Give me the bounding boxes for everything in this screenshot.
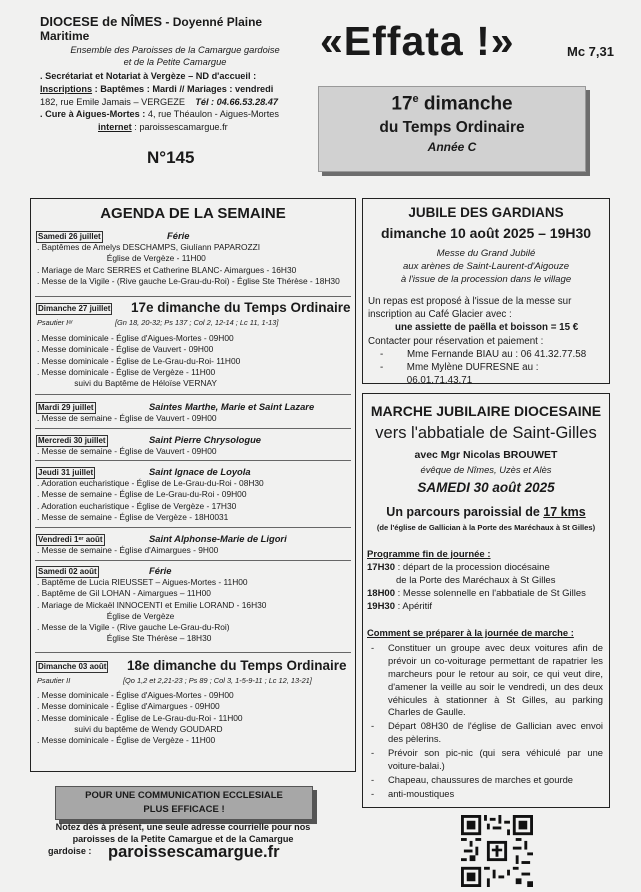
day-label: Mercredi 30 juillet <box>38 436 106 445</box>
communication-gardoise: gardoise : <box>48 846 92 856</box>
prep-item: - anti-moustiques <box>371 787 455 799</box>
marche-bishop: avec Mgr Nicolas BROUWET <box>414 449 558 461</box>
prep-item: - Constituer un groupe avec deux voitures afin de prévoir un co-voiturage permettant de rapatrier les marcheurs pour le retour au soir, ce qui veut dire, d'amener la veille au soir le vendredi, un des deux véhicules à stationner à St Gilles, au parking Charles de Gaulle. <box>371 641 603 718</box>
agenda-line: . Messe de semaine - Église de Vergèze - 18H0031 <box>37 511 229 522</box>
agenda-line: . Messe dominicale - Église d'Aigues-Mortes - 09H00 <box>37 690 234 700</box>
phone-number: Tél : 04.66.53.28.47 <box>195 96 278 107</box>
jubile-date: dimanche 10 août 2025 – 19H30 <box>380 225 592 241</box>
agenda-line: . Messe de semaine - Église de Vauvert - 09H00 <box>37 413 217 423</box>
agenda-line: . Mariage de Marc SERRES et Catherine BLANC- Aimargues - 16H30 <box>37 264 297 275</box>
gospel-reference: Mc 7,31 <box>567 44 614 59</box>
doyenne-name: - Doyenné Plaine Maritime <box>40 15 263 43</box>
marche-section <box>362 393 610 808</box>
psautier-label: Psautier Iᵉʳ <box>37 318 73 327</box>
agenda-line: . Messe de la Vigile - (Rive gauche Le-Grau-du-Roi) <box>37 622 230 633</box>
banner-line-1: POUR UNE COMMUNICATION ECCLESIALE <box>85 790 283 801</box>
ensemble-line-1: Ensemble des Paroisses de la Camargue gardoise <box>70 45 280 55</box>
divider <box>35 296 351 297</box>
agenda-day-lines <box>37 545 351 556</box>
ensemble-paroisses <box>40 44 310 68</box>
jubile-section <box>362 198 610 387</box>
programme-item: 18H00 : Messe solennelle en l'abbatiale de St Gilles <box>367 588 586 599</box>
feast-label: Saintes Marthe, Marie et Saint Lazare <box>149 401 315 412</box>
agenda-line: . Messe dominicale - Église de Vergèze - 11H00 <box>37 366 216 377</box>
agenda-line: . Mariage de Mickaël INNOCENTI et Emilie LORAND - 16H30 <box>37 599 267 610</box>
psautier-label: Psautier II <box>37 676 71 685</box>
agenda-day-lines <box>37 333 351 389</box>
messe-line: aux arènes de Saint-Laurent-d'Aigouze <box>402 261 570 272</box>
agenda-line: . Messe de semaine - Église de Vauvert - 09H00 <box>37 446 217 456</box>
agenda-line: . Messe dominicale - Église de Le-Grau-du-Roi - 11H00 <box>37 712 243 723</box>
agenda-line: . Messe dominicale - Église de Vergèze - 11H00 <box>37 735 216 746</box>
parcours-line: Un parcours paroissial de 17 kms <box>386 505 586 519</box>
parcours-subline: (de l'église de Gallician à la Porte des Maréchaux à St Gilles) <box>376 523 596 532</box>
programme <box>367 548 605 613</box>
repas-line: inscription au Café Glacier avec : <box>368 309 512 321</box>
qr-code-icon[interactable] <box>461 815 533 887</box>
agenda-day-lines <box>37 690 351 746</box>
secretariat-address: 182, rue Emile Jamais – VERGEZE <box>40 96 186 107</box>
sunday-title: 17e dimanche <box>391 93 513 115</box>
sunday-subtitle: du Temps Ordinaire <box>379 119 525 137</box>
divider <box>35 652 351 653</box>
cure-address: 4, rue Théaulon - Aigues-Mortes <box>145 109 279 120</box>
contact-item: - Mme Fernande BIAU au : 06 41.32.77.58 <box>380 348 587 360</box>
agenda-line: . Messe dominicale - Église d'Aigues-Mortes - 09H00 <box>37 333 234 343</box>
prep-item: - Prévoir son pic-nic (qui sera véhiculé par une voiture-balai.) <box>371 747 603 772</box>
feast-label: Saint Pierre Chrysologue <box>149 434 262 445</box>
contact-item: - Mme Mylène DUFRESNE au : 06.01.71.43.71 <box>380 362 539 387</box>
diocese-line <box>40 14 310 43</box>
jubile-messe <box>363 247 609 286</box>
agenda-line: . Adoration eucharistique - Église de Le-Grau-du-Roi - 08H30 <box>37 478 264 488</box>
marche-destination: vers l'abbatiale de Saint-Gilles <box>375 424 597 442</box>
feast-label: 18e dimanche du Temps Ordinaire <box>127 658 347 673</box>
preparation-label: Comment se préparer à la journée de marche : <box>367 627 574 638</box>
feast-label: Saint Ignace de Loyola <box>149 466 251 477</box>
cure-label: . Cure à Aigues-Mortes : <box>40 109 146 120</box>
issue-number: N°145 <box>147 148 195 167</box>
repas-line: Un repas est proposé à l'issue de la messe sur <box>368 296 572 307</box>
sunday-box <box>318 86 586 172</box>
agenda-line: . Adoration eucharistique - Église de Vergèze - 17H30 <box>37 500 237 511</box>
agenda-line: suivi du Baptême de Héloïse VERNAY <box>37 378 217 389</box>
jubile-title: JUBILE DES GARDIANS <box>408 205 564 220</box>
ensemble-line-2: et de la Petite Camargue <box>123 57 227 67</box>
day-label: Samedi 02 août <box>38 567 97 576</box>
communication-banner <box>55 786 313 820</box>
day-label: Samedi 26 juillet <box>38 232 101 241</box>
agenda-day-lines <box>37 577 351 645</box>
messe-line: à l'issue de la procession dans le village <box>400 274 572 285</box>
day-label: Mardi 29 juillet <box>38 403 94 412</box>
agenda-line: . Baptêmes de Amelys DESCHAMPS, Giulíann PAPAROZZI <box>37 242 261 252</box>
marche-date: SAMEDI 30 août 2025 <box>417 480 555 495</box>
agenda-day-lines <box>37 413 351 424</box>
programme-label: Programme fin de journée : <box>367 549 491 560</box>
agenda-line: Église de Vergèze <box>37 610 175 621</box>
readings-reference: [Qo 1,2 et 2,21-23 ; Ps 89 ; Col 3, 1-5-9-11 ; Lc 12, 13-21] <box>123 676 312 685</box>
marche-title: MARCHE JUBILAIRE DIOCESAINE <box>370 403 602 419</box>
day-label: Dimanche 03 août <box>38 662 107 671</box>
prep-item: - Chapeau, chaussures de marches et gourde <box>371 773 574 785</box>
programme-item: 17H30 : départ de la procession diocésaine <box>367 562 550 573</box>
preparation <box>367 627 603 801</box>
agenda-line: Église Ste Thérèse – 18H30 <box>37 633 212 644</box>
divider <box>35 428 351 429</box>
agenda-day-lines <box>37 446 351 457</box>
programme-item: 19H30 : Apéritif <box>367 601 432 612</box>
jubile-details <box>368 295 605 387</box>
agenda-day-lines <box>37 242 351 287</box>
feast-label: 17e dimanche du Temps Ordinaire <box>131 300 351 315</box>
divider <box>35 394 351 395</box>
agenda-line: Église de Vergèze - 11H00 <box>37 253 206 264</box>
divider <box>35 460 351 461</box>
bishop-title: évêque de Nîmes, Uzès et Alès <box>420 464 552 475</box>
secretariat-info <box>40 70 310 134</box>
diocese-name: DIOCESE de NÎMES <box>40 14 163 29</box>
agenda-day-lines <box>37 478 351 523</box>
agenda-line: . Messe de la Vigile - (Rive gauche Le-Grau-du-Roi) - Église Ste Thérèse - 18H30 <box>37 275 340 286</box>
feast-label: Férie <box>167 230 190 241</box>
feast-label: Férie <box>149 565 172 576</box>
inscriptions-label: Inscriptions <box>40 83 93 94</box>
divider <box>35 527 351 528</box>
banner-line-2: PLUS EFFICACE ! <box>143 804 225 815</box>
agenda-line: . Baptême de Gil LOHAN - Aimargues – 11H00 <box>37 588 211 599</box>
communication-website[interactable]: paroissescamargue.fr <box>108 843 280 861</box>
agenda-line: suivi du baptême de Wendy GOUDARD <box>37 723 223 734</box>
secretariat-line: . Secrétariat et Notariat à Vergèze – ND d'accueil : <box>40 71 257 81</box>
communication-text: Notez dès à présent, une seule adresse courrielle pour nos paroisses de la Petite Camargue et de la Camargue <box>55 822 311 845</box>
readings-reference: [Gn 18, 20-32; Ps 137 ; Col 2, 12-14 ; Lc 11, 1-13] <box>115 318 279 327</box>
agenda-section <box>30 198 356 772</box>
programme-item: de la Porte des Maréchaux à St Gilles <box>396 575 556 586</box>
inscriptions-text: : Baptêmes : Mardi // Mariages : vendredi <box>92 83 274 94</box>
agenda-title: AGENDA DE LA SEMAINE <box>100 205 286 222</box>
website-link[interactable]: : paroissescamargue.fr <box>131 122 228 133</box>
prep-item: - Départ 08H30 de l'église de Gallician avec envoi des pèlerins. <box>371 720 603 745</box>
agenda-line: . Messe de semaine - Église de Le-Grau-du-Roi - 09H00 <box>37 489 247 500</box>
agenda-line: . Messe de semaine - Église d'Aimargues - 9H00 <box>37 545 219 555</box>
agenda-line: . Messe dominicale - Église de Vauvert - 09H00 <box>37 344 214 355</box>
agenda-line: . Baptême de Lucia RIEUSSET – Aigues-Mortes - 11H00 <box>37 577 248 587</box>
parish-header <box>40 14 310 134</box>
assiette-price: une assiette de paëlla et boisson = 15 € <box>395 322 579 334</box>
divider <box>35 560 351 561</box>
day-label: Vendredi 1ᵉʳ août <box>38 535 103 544</box>
contact-label: Contacter pour réservation et paiement : <box>368 335 544 347</box>
newsletter-title: «Effata !» <box>320 18 515 64</box>
liturgical-year: Année C <box>427 140 477 155</box>
agenda-line: . Messe dominicale - Église de Le-Grau-du-Roi- 11H00 <box>37 355 241 366</box>
day-label: Dimanche 27 juillet <box>38 304 111 313</box>
agenda-line: . Messe dominicale - Église d'Aimargues - 09H00 <box>37 701 220 712</box>
feast-label: Saint Alphonse-Marie de Ligori <box>149 533 287 544</box>
internet-label: internet <box>98 122 132 133</box>
day-label: Jeudi 31 juillet <box>38 468 94 477</box>
messe-line: Messe du Grand Jubilé <box>436 248 536 259</box>
